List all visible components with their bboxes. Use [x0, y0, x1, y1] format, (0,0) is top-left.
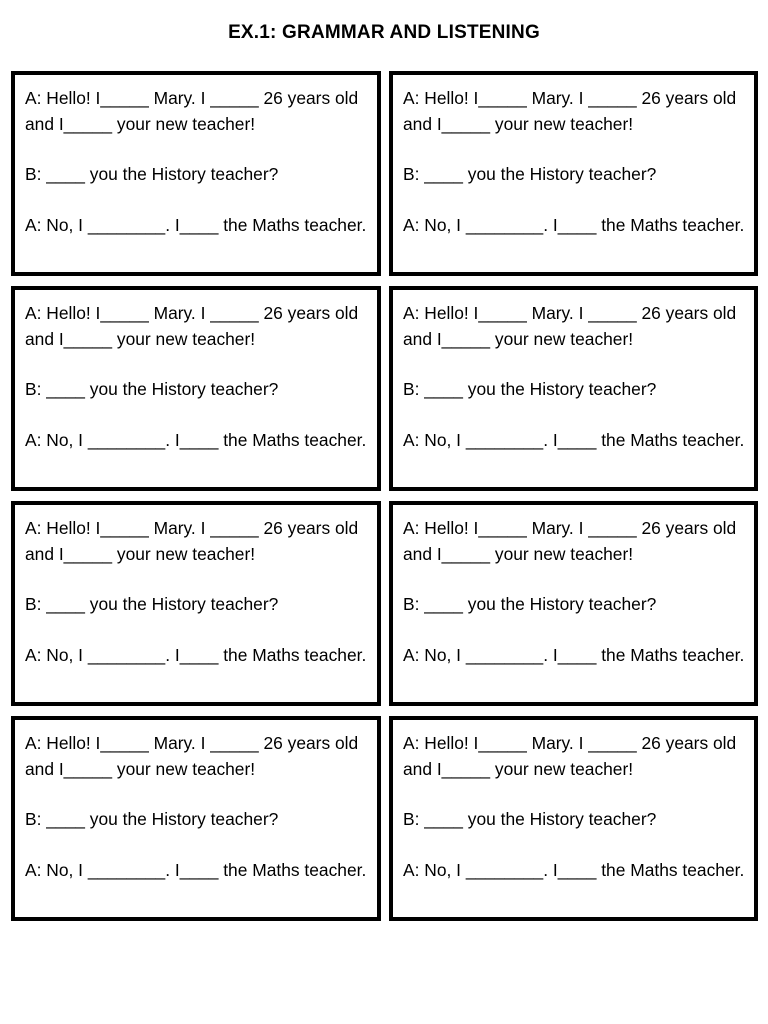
- dialogue-line-a-answer: A: No, I ________. I____ the Maths teacher.: [25, 429, 367, 450]
- dialogue-line-a-answer: A: No, I ________. I____ the Maths teacher.: [25, 859, 367, 880]
- dialogue-line-a-answer: A: No, I ________. I____ the Maths teacher.: [403, 214, 745, 235]
- dialogue-line-a-intro: A: Hello! I_____ Mary. I _____ 26 years old and I_____ your new teacher!: [25, 733, 359, 779]
- dialogue-line-a-intro: A: Hello! I_____ Mary. I _____ 26 years old and I_____ your new teacher!: [25, 88, 359, 134]
- dialogue-line-a-intro: A: Hello! I_____ Mary. I _____ 26 years old and I_____ your new teacher!: [403, 518, 737, 564]
- dialogue-card: [11, 71, 381, 276]
- dialogue-line-a-intro: A: Hello! I_____ Mary. I _____ 26 years old and I_____ your new teacher!: [25, 303, 359, 349]
- dialogue-line-a-answer: A: No, I ________. I____ the Maths teacher.: [25, 214, 367, 235]
- dialogue-line-b-question: B: ____ you the History teacher?: [403, 379, 657, 399]
- dialogue-line-b-question: B: ____ you the History teacher?: [25, 594, 279, 614]
- dialogue-line-b-question: B: ____ you the History teacher?: [403, 594, 657, 614]
- dialogue-card: [389, 716, 758, 921]
- dialogue-line-a-answer: A: No, I ________. I____ the Maths teacher.: [403, 429, 745, 450]
- dialogue-card: [389, 286, 758, 491]
- dialogue-card: [11, 286, 381, 491]
- dialogue-line-b-question: B: ____ you the History teacher?: [403, 809, 657, 829]
- dialogue-line-a-intro: A: Hello! I_____ Mary. I _____ 26 years old and I_____ your new teacher!: [403, 88, 737, 134]
- dialogue-line-a-intro: A: Hello! I_____ Mary. I _____ 26 years old and I_____ your new teacher!: [25, 518, 359, 564]
- dialogue-line-b-question: B: ____ you the History teacher?: [25, 809, 279, 829]
- dialogue-line-a-answer: A: No, I ________. I____ the Maths teacher.: [403, 644, 745, 665]
- dialogue-card: [389, 501, 758, 706]
- dialogue-line-b-question: B: ____ you the History teacher?: [25, 379, 279, 399]
- dialogue-line-b-question: B: ____ you the History teacher?: [403, 164, 657, 184]
- dialogue-line-a-intro: A: Hello! I_____ Mary. I _____ 26 years old and I_____ your new teacher!: [403, 733, 737, 779]
- dialogue-line-a-answer: A: No, I ________. I____ the Maths teacher.: [25, 644, 367, 665]
- dialogue-line-b-question: B: ____ you the History teacher?: [25, 164, 279, 184]
- dialogue-line-a-intro: A: Hello! I_____ Mary. I _____ 26 years old and I_____ your new teacher!: [403, 303, 737, 349]
- dialogue-card: [389, 71, 758, 276]
- dialogue-line-a-answer: A: No, I ________. I____ the Maths teacher.: [403, 859, 745, 880]
- dialogue-card-grid: [11, 71, 758, 921]
- page-title: EX.1: GRAMMAR AND LISTENING: [228, 22, 540, 43]
- dialogue-card: [11, 716, 381, 921]
- dialogue-card: [11, 501, 381, 706]
